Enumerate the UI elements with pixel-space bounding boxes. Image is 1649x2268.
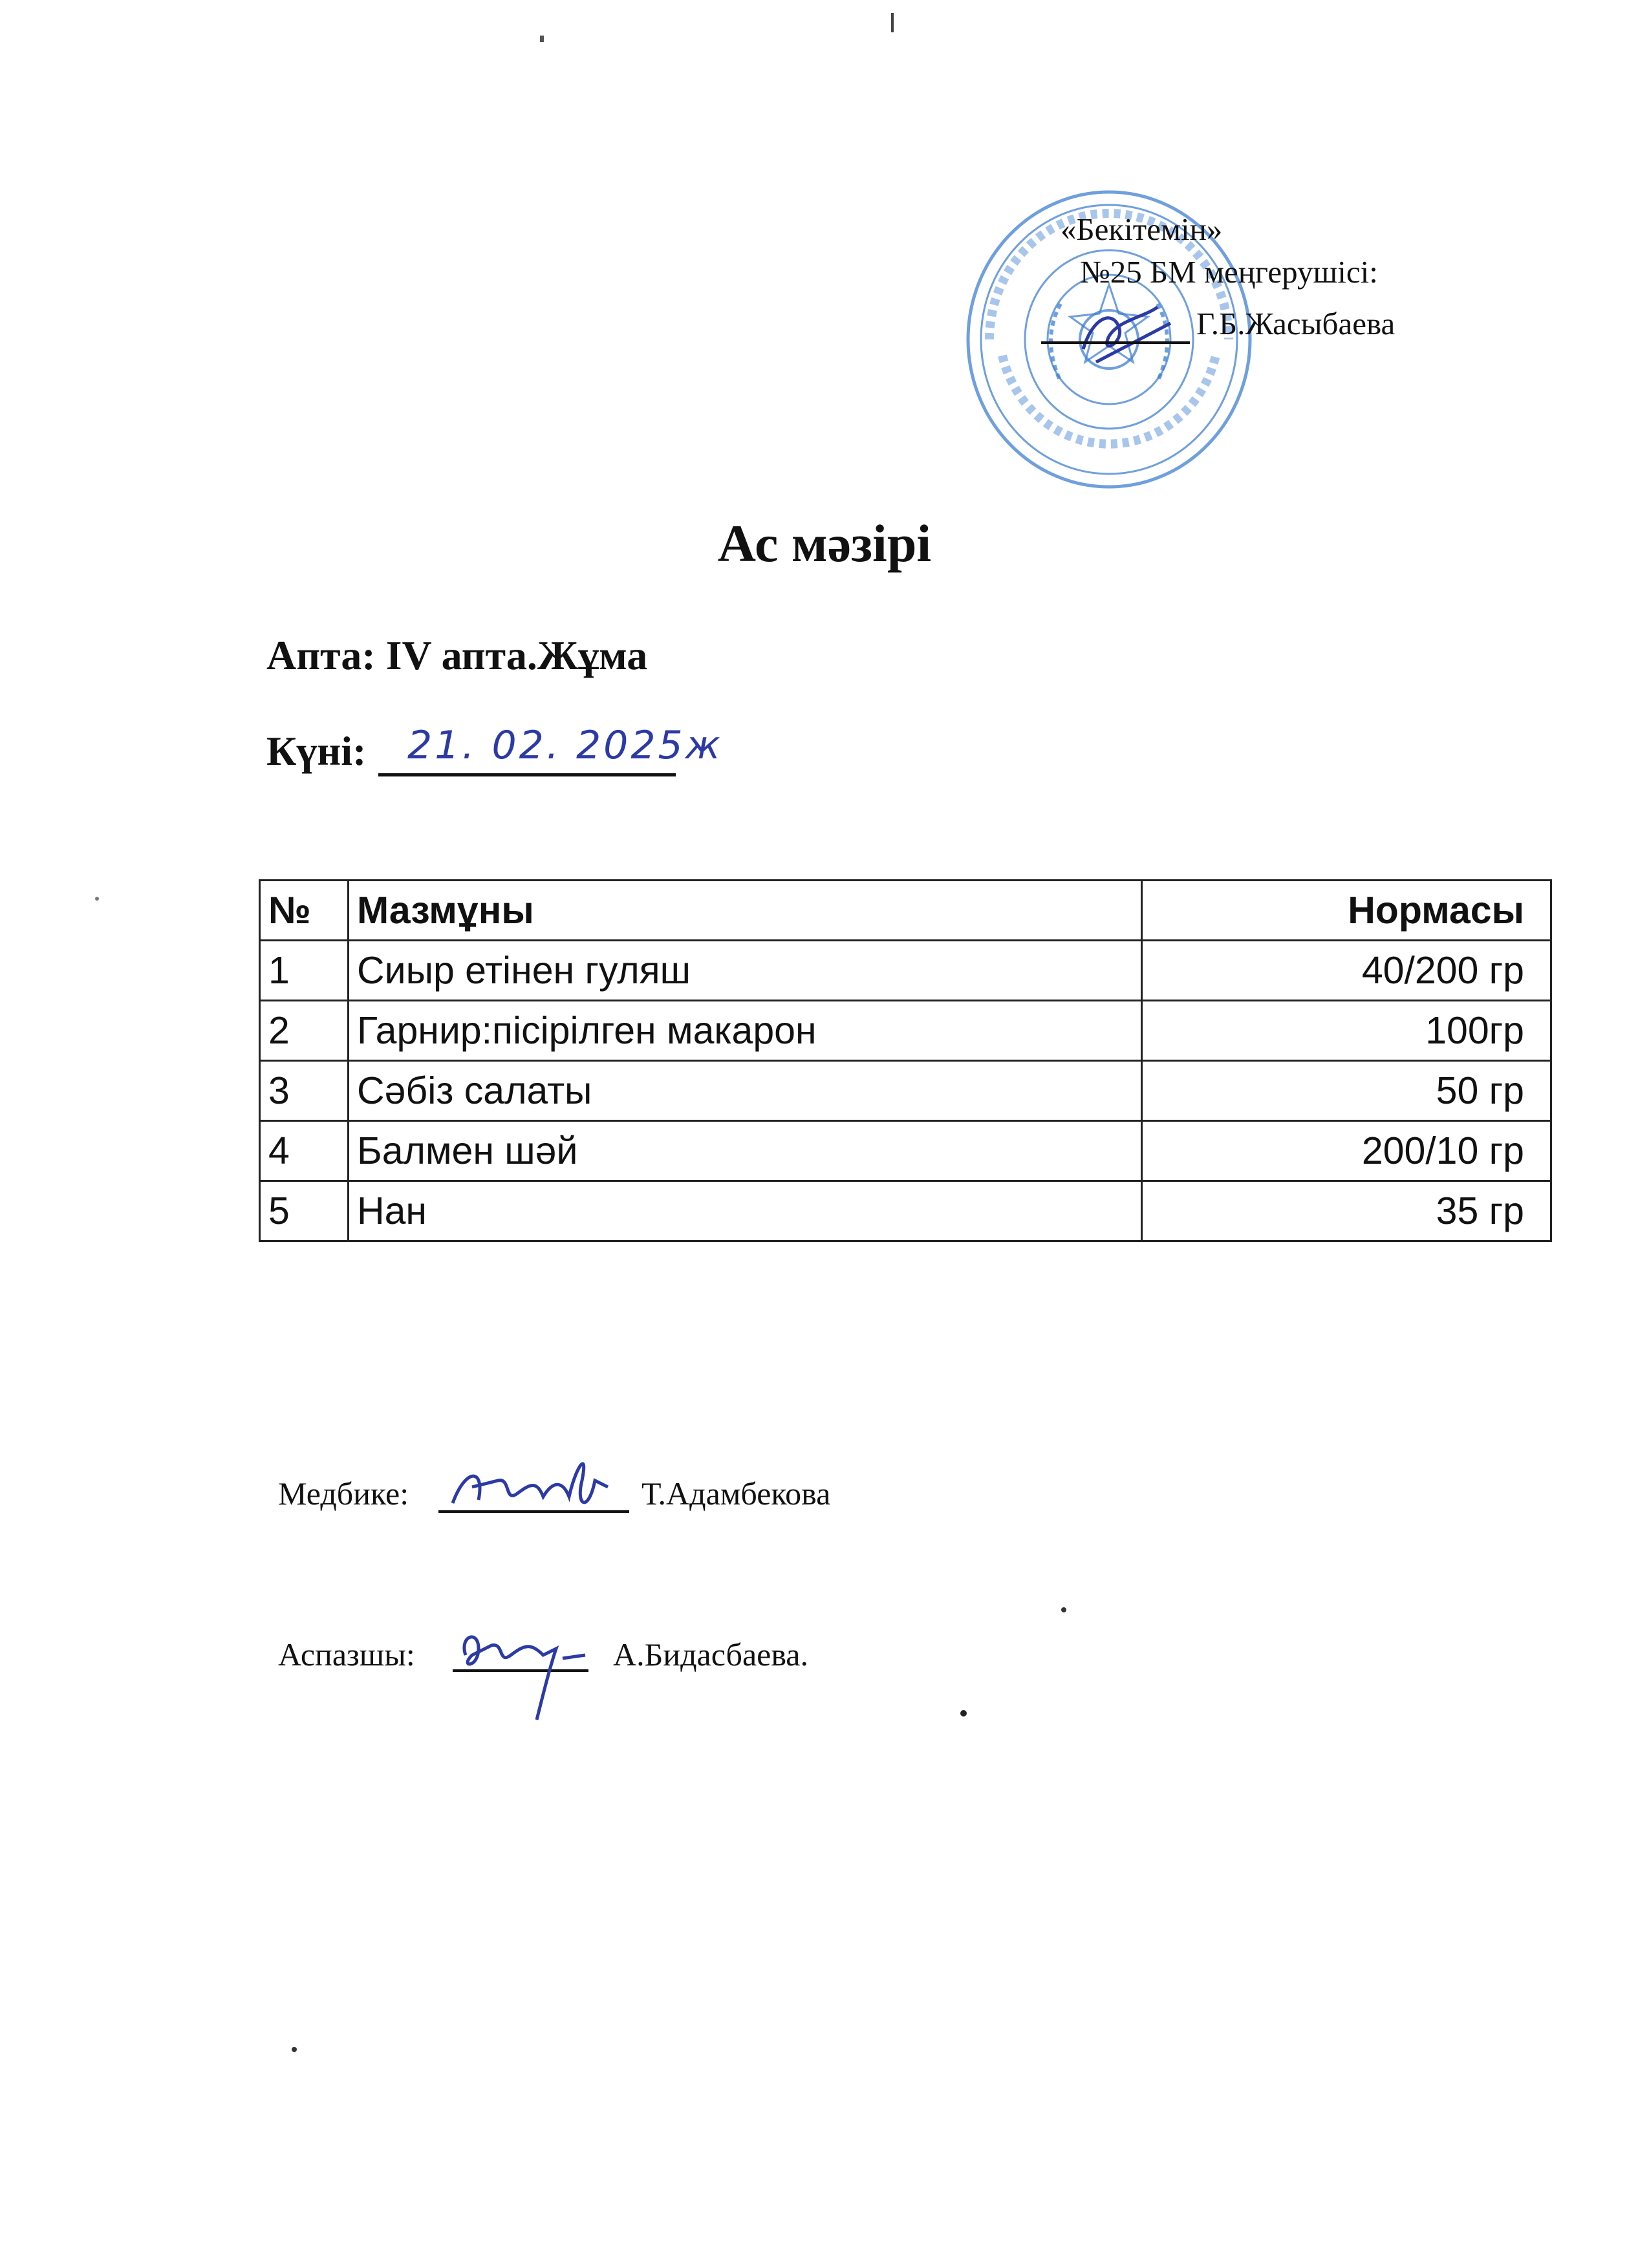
nurse-label: Медбике:	[278, 1475, 409, 1512]
row-number: 3	[260, 1061, 349, 1121]
row-content: Балмен шәй	[349, 1121, 1142, 1181]
nurse-handwritten-signature	[440, 1442, 634, 1532]
row-content: Сиыр етінен гуляш	[349, 941, 1142, 1001]
approval-title: «Бекітемін»	[1061, 211, 1223, 247]
header-number: №	[260, 881, 349, 941]
table-row	[260, 1061, 1551, 1121]
table-row	[260, 1001, 1551, 1061]
date-underline	[378, 773, 676, 776]
header-norm: Нормасы	[1142, 881, 1551, 941]
header-content: Мазмұны	[349, 881, 1142, 941]
row-norm: 50 гр	[1142, 1061, 1551, 1121]
table-header-row	[260, 881, 1551, 941]
approval-signature-line	[1041, 341, 1190, 344]
row-number: 5	[260, 1181, 349, 1241]
date-value-handwritten: 21. 02. 2025ж	[407, 723, 723, 768]
row-number: 1	[260, 941, 349, 1001]
approval-position: №25 БМ меңгерушісі:	[1080, 254, 1378, 290]
row-content: Нан	[349, 1181, 1142, 1241]
week-row	[266, 632, 648, 678]
nurse-signature-row	[278, 1477, 409, 1510]
row-norm: 40/200 гр	[1142, 941, 1551, 1001]
row-norm: 35 гр	[1142, 1181, 1551, 1241]
row-content: Гарнир:пісірілген макарон	[349, 1001, 1142, 1061]
week-label: Апта:	[266, 632, 376, 678]
date-label: Күні:	[266, 728, 367, 774]
row-norm: 200/10 гр	[1142, 1121, 1551, 1181]
row-norm: 100гр	[1142, 1001, 1551, 1061]
table-row	[260, 941, 1551, 1001]
table-row	[260, 1181, 1551, 1241]
menu-table	[259, 879, 1552, 1242]
row-content: Сәбіз салаты	[349, 1061, 1142, 1121]
cook-handwritten-signature	[453, 1616, 601, 1726]
table-row	[260, 1121, 1551, 1181]
nurse-name: Т.Адамбекова	[641, 1475, 831, 1512]
page-title: Ас мәзірі	[717, 514, 932, 573]
row-number: 4	[260, 1121, 349, 1181]
cook-name: А.Бидасбаева.	[613, 1636, 808, 1673]
cook-label: Аспазшы:	[278, 1636, 415, 1673]
row-number: 2	[260, 1001, 349, 1061]
cook-signature-row	[278, 1638, 415, 1671]
week-value: IV апта.Жұма	[385, 632, 648, 678]
approval-name: Г.Б.Жасыбаева	[1196, 306, 1396, 341]
